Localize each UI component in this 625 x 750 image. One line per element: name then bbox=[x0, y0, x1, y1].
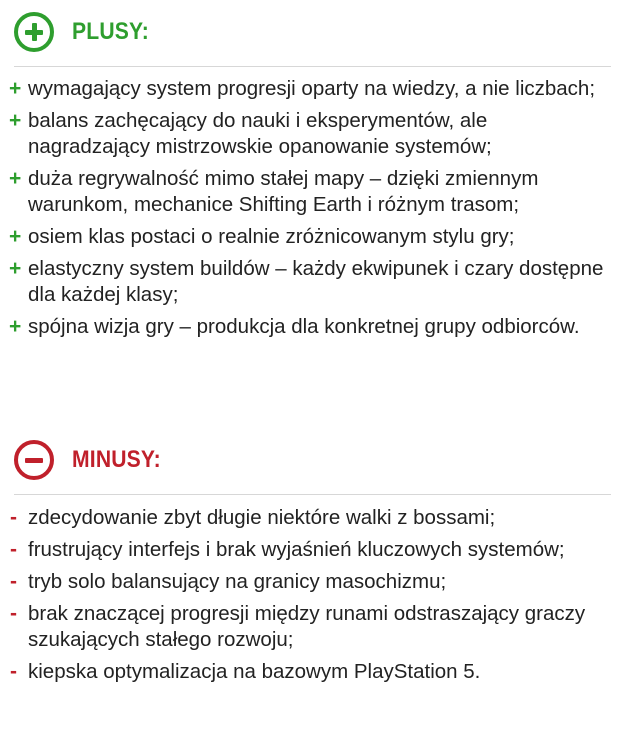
pros-item bbox=[0, 76, 625, 102]
plus-marker: + bbox=[9, 315, 22, 338]
minus-circle-icon bbox=[14, 440, 54, 480]
minus-marker: - bbox=[10, 570, 17, 593]
cons-item bbox=[0, 659, 625, 685]
cons-title: MINUSY: bbox=[72, 446, 161, 473]
pros-item bbox=[0, 256, 625, 308]
plus-circle-icon bbox=[14, 12, 54, 52]
pros-section bbox=[0, 10, 625, 346]
plus-marker: + bbox=[9, 167, 22, 190]
pros-item bbox=[0, 314, 625, 340]
cons-item bbox=[0, 537, 625, 563]
pros-item-text: duża regrywalność mimo stałej mapy – dzięki zmiennym warunkom, mechanice Shifting Earth i różnym trasom; bbox=[28, 167, 539, 216]
cons-item-text: kiepska optymalizacja na bazowym PlayStation 5. bbox=[28, 660, 481, 683]
pros-title: PLUSY: bbox=[72, 18, 149, 45]
plus-marker: + bbox=[9, 109, 22, 132]
pros-item-text: spójna wizja gry – produkcja dla konkretnej grupy odbiorców. bbox=[28, 315, 580, 338]
minus-marker: - bbox=[10, 538, 17, 561]
minus-marker: - bbox=[10, 506, 17, 529]
pros-item-text: wymagający system progresji oparty na wiedzy, a nie liczbach; bbox=[28, 77, 596, 100]
minus-marker: - bbox=[10, 602, 17, 625]
cons-section bbox=[0, 438, 625, 691]
cons-item bbox=[0, 505, 625, 531]
cons-item bbox=[0, 601, 625, 653]
cons-header bbox=[0, 438, 625, 482]
pros-divider bbox=[14, 66, 611, 67]
cons-item-text: frustrujący interfejs i brak wyjaśnień kluczowych systemów; bbox=[28, 538, 565, 561]
pros-item-text: osiem klas postaci o realnie zróżnicowanym stylu gry; bbox=[28, 225, 515, 248]
pros-item bbox=[0, 108, 625, 160]
plus-marker: + bbox=[9, 257, 22, 280]
cons-item-text: zdecydowanie zbyt długie niektóre walki z bossami; bbox=[28, 506, 496, 529]
pros-list bbox=[0, 76, 625, 340]
cons-divider bbox=[14, 494, 611, 495]
pros-item-text: elastyczny system buildów – każdy ekwipunek i czary dostępne dla każdej klasy; bbox=[28, 257, 604, 306]
cons-item-text: brak znaczącej progresji między runami odstraszający graczy szukających stałego rozwoju; bbox=[28, 602, 586, 651]
pros-header bbox=[0, 10, 625, 54]
cons-item-text: tryb solo balansujący na granicy masochizmu; bbox=[28, 570, 447, 593]
pros-item-text: balans zachęcający do nauki i eksperymentów, ale nagradzający mistrzowskie opanowanie systemów; bbox=[28, 109, 492, 158]
plus-marker: + bbox=[9, 77, 22, 100]
cons-list bbox=[0, 505, 625, 685]
pros-item bbox=[0, 166, 625, 218]
plus-marker: + bbox=[9, 225, 22, 248]
cons-item bbox=[0, 569, 625, 595]
pros-item bbox=[0, 224, 625, 250]
minus-marker: - bbox=[10, 660, 17, 683]
